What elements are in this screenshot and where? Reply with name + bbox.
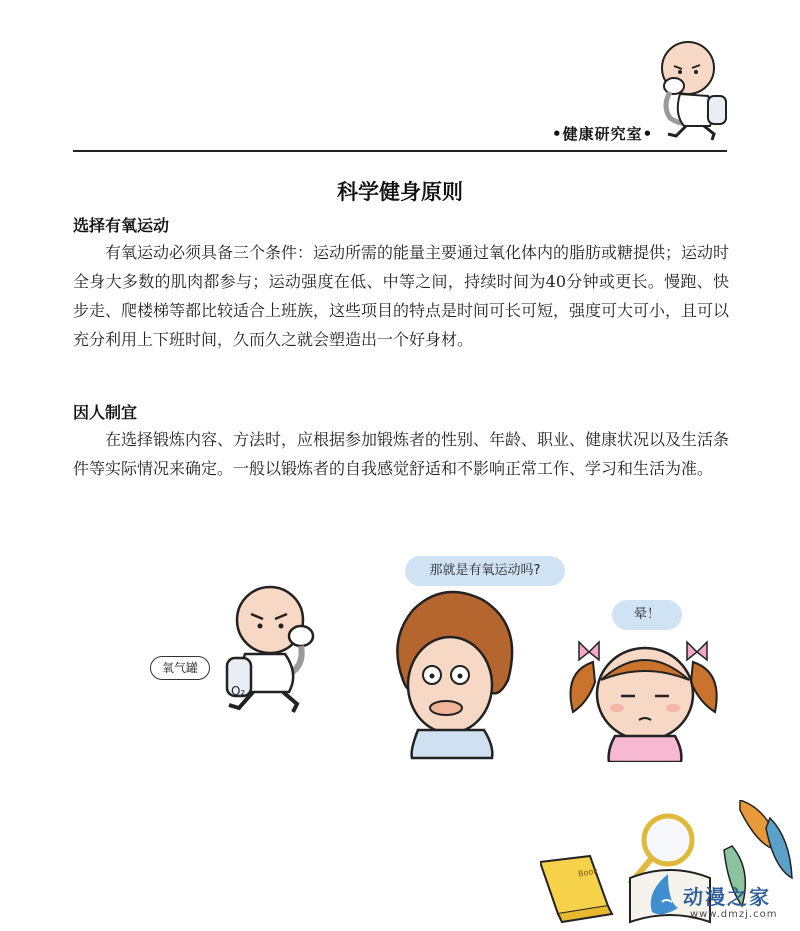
oxygen-tank-mark: O₂ bbox=[231, 684, 246, 698]
curly-haired-woman-illustration bbox=[388, 590, 518, 760]
section-heading-individual: 因人制宜 bbox=[73, 403, 138, 422]
watermark-url: www.dmzj.com bbox=[690, 909, 778, 920]
header-divider bbox=[73, 150, 727, 152]
boy-with-oxygen-tank-illustration bbox=[205, 580, 335, 720]
section-heading-aerobic: 选择有氧运动 bbox=[73, 216, 170, 235]
book-cover-text: Book bbox=[577, 866, 599, 879]
watermark-logo-icon bbox=[648, 872, 682, 918]
header-mascot-illustration bbox=[640, 30, 740, 145]
article-title: 科学健身原则 bbox=[337, 180, 463, 204]
section-paragraph-aerobic: 有氧运动必须具备三个条件：运动所需的能量主要通过氧化体内的脂肪或糖提供；运动时全身大多数的肌肉都参与；运动强度在低、中等之间，持续时间为40分钟或更长。慢跑、快步走、爬楼梯等都比较适合上班族，这些项目的特点是时间可长可短，强度可大可小，且可以充分利用上下班时间，久而久之就会塑造出一个好身材。 bbox=[73, 243, 730, 349]
oxygen-tank-label: 氧气罐 bbox=[150, 656, 210, 680]
pigtail-girl-illustration bbox=[565, 632, 725, 762]
section-tag: •健康研究室• bbox=[552, 125, 654, 143]
speech-bubble-woman: 那就是有氧运动吗? bbox=[405, 556, 565, 586]
speech-bubble-girl: 晕！ bbox=[612, 600, 682, 630]
watermark-name: 动漫之家 bbox=[683, 885, 771, 909]
section-paragraph-individual: 在选择锻炼内容、方法时，应根据参加锻炼者的性别、年龄、职业、健康状况以及生活条件等实际情况来确定。一般以锻炼者的自我感觉舒适和不影响正常工作、学习和生活为准。 bbox=[73, 430, 730, 478]
